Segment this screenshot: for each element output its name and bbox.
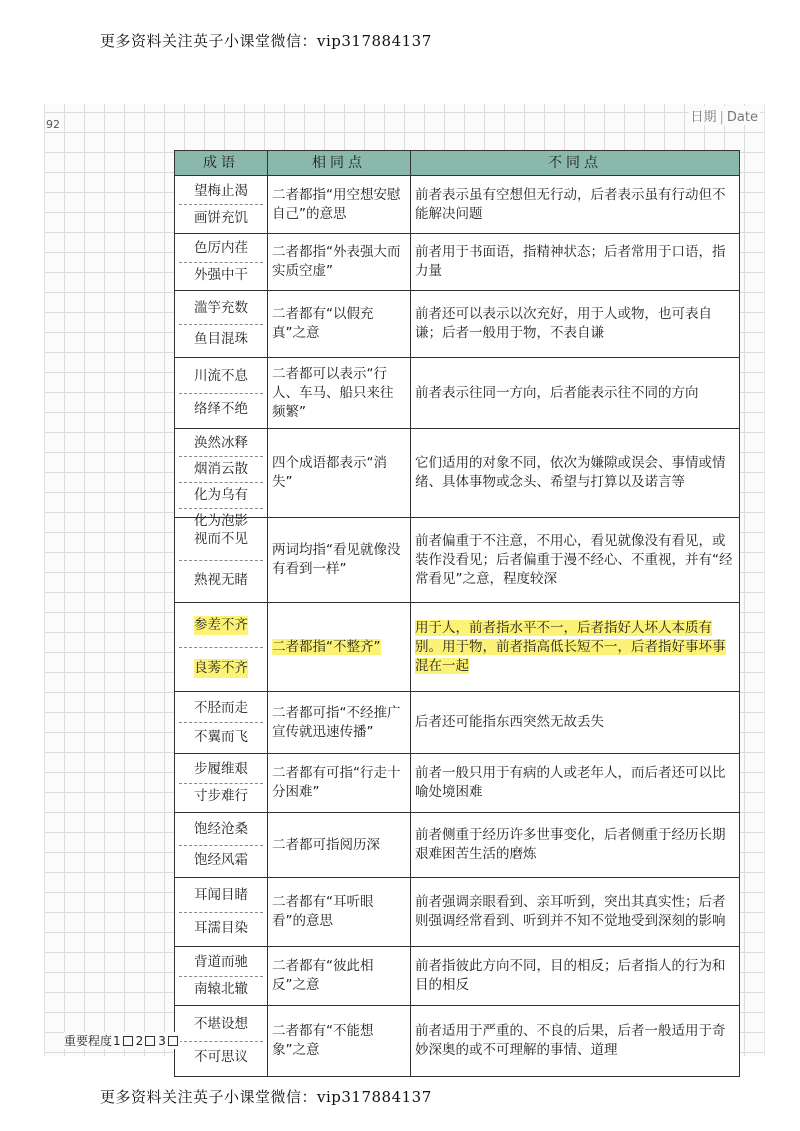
similarity-text: 二者都可指“不经推广宣传就迅速传播” — [272, 704, 401, 740]
idiom-cell — [175, 878, 268, 947]
difference-text: 前者侧重于经历许多世事变化，后者侧重于经历长期艰难困苦生活的磨炼 — [415, 827, 726, 862]
date-label: 日期 — [690, 110, 717, 125]
idiom-list — [179, 880, 263, 944]
table-row — [175, 291, 740, 358]
idiom-text: 寸步难行 — [194, 788, 248, 805]
table-row — [175, 358, 740, 429]
similarity-text: 二者都可指阅历深 — [272, 836, 380, 853]
idiom-entry — [179, 949, 263, 977]
idiom-text: 烟消云散 — [194, 461, 248, 477]
idiom-entry — [179, 977, 263, 1004]
idiom-entry — [179, 880, 263, 913]
idiom-text: 外强中干 — [194, 266, 248, 283]
idiom-list — [179, 949, 263, 1003]
checkbox-level-1[interactable] — [123, 1036, 133, 1046]
idiom-cell — [175, 518, 268, 603]
difference-text: 前者表示虽有空想但无行动，后者表示虽有行动但不能解决问题 — [415, 186, 726, 222]
header-idiom: 成语 — [175, 151, 268, 176]
difference-text: 前者用于书面语，指精神状态；后者常用于口语，指力量 — [415, 244, 726, 279]
idiom-cell — [175, 754, 268, 813]
idiom-text: 川流不息 — [194, 367, 248, 384]
page-number: 92 — [46, 118, 60, 131]
difference-text: 用于人，前者指水平不一，后者指好人坏人本质有别。用于物，前者指高低长短不一，后者指好事坏事混在一起 — [415, 619, 726, 674]
importance-level-1: 1 — [113, 1033, 121, 1048]
idiom-entry — [179, 431, 263, 457]
table-row — [175, 429, 740, 518]
idiom-text: 鱼目混珠 — [194, 331, 248, 348]
table-body — [175, 176, 740, 1077]
idiom-text: 络绎不绝 — [194, 401, 248, 418]
idiom-cell — [175, 234, 268, 291]
idiom-cell — [175, 692, 268, 754]
idiom-entry — [179, 815, 263, 846]
idiom-text: 熟视无睹 — [194, 571, 248, 588]
idiom-entry — [179, 178, 263, 205]
idiom-text: 南辕北辙 — [194, 981, 248, 998]
similarity-text: 二者都有可指“行走十分困难” — [272, 765, 401, 800]
idiom-text: 不翼而飞 — [194, 728, 248, 745]
similarity-text: 二者都指“不整齐” — [272, 638, 381, 655]
difference-cell — [411, 947, 740, 1006]
difference-cell — [411, 291, 740, 358]
table-row — [175, 234, 740, 291]
idiom-entry — [179, 648, 263, 690]
similarity-cell — [268, 1006, 411, 1077]
difference-cell — [411, 176, 740, 234]
difference-text: 前者偏重于不注意，不用心，看见就像没有看见，或装作没看见；后者偏重于漫不经心、不重视，并有“经常看见”之意，程度较深 — [415, 532, 733, 587]
difference-cell — [411, 878, 740, 947]
idiom-entry — [179, 913, 263, 945]
idiom-entry — [179, 756, 263, 784]
idiom-list — [179, 520, 263, 600]
similarity-cell — [268, 234, 411, 291]
idiom-entry — [179, 561, 263, 601]
idiom-cell — [175, 176, 268, 234]
idiom-text: 参差不齐 — [194, 617, 248, 634]
similarity-cell — [268, 878, 411, 947]
difference-cell — [411, 692, 740, 754]
idiom-text: 饱经沧桑 — [194, 821, 248, 838]
idiom-entry — [179, 1008, 263, 1042]
idiom-entry — [179, 605, 263, 648]
idiom-text: 化为乌有 — [194, 487, 248, 503]
idiom-cell — [175, 947, 268, 1006]
difference-text: 前者适用于严重的、不良的后果，后者一般适用于奇妙深奥的或不可理解的事情、道理 — [415, 1023, 726, 1058]
idiom-text: 不胫而走 — [194, 699, 248, 716]
checkbox-level-2[interactable] — [145, 1036, 155, 1046]
idiom-list — [179, 1008, 263, 1074]
header-similarity: 相同点 — [268, 151, 411, 176]
difference-cell — [411, 754, 740, 813]
idiom-text: 背道而驰 — [194, 953, 248, 970]
difference-text: 后者还可能指东西突然无故丢失 — [415, 714, 604, 730]
idiom-comparison-table — [174, 150, 740, 1077]
similarity-cell — [268, 754, 411, 813]
difference-cell — [411, 813, 740, 878]
idiom-text: 画饼充饥 — [194, 209, 248, 226]
idiom-cell — [175, 813, 268, 878]
importance-level-2: 2 — [135, 1033, 144, 1048]
difference-text: 前者一般只用于有病的人或老年人，而后者还可以比喻处境困难 — [415, 765, 726, 800]
idiom-entry — [179, 205, 263, 231]
date-field — [689, 106, 760, 125]
difference-text: 它们适用的对象不同，依次为嫌隙或误会、事情或情绪、具体事物或念头、希望与打算以及诺言等 — [415, 455, 726, 490]
idiom-cell — [175, 429, 268, 529]
idiom-text: 滥竽充数 — [194, 299, 248, 316]
idiom-entry — [179, 846, 263, 876]
similarity-cell — [268, 176, 411, 234]
idiom-text: 良莠不齐 — [194, 659, 248, 676]
difference-cell — [411, 603, 740, 692]
idiom-list — [179, 360, 263, 426]
idiom-text: 色厉内荏 — [194, 240, 248, 257]
difference-text: 前者表示往同一方向，后者能表示往不同的方向 — [415, 384, 699, 401]
idiom-list — [179, 756, 263, 810]
idiom-entry — [179, 784, 263, 811]
idiom-entry — [179, 1042, 263, 1075]
importance-label: 重要程度 — [64, 1034, 113, 1048]
table-row — [175, 947, 740, 1006]
similarity-cell — [268, 358, 411, 429]
difference-cell — [411, 429, 740, 518]
similarity-text: 二者都有“彼此相反”之意 — [272, 958, 374, 993]
table-row — [175, 518, 740, 603]
similarity-text: 二者都指“用空想安慰自己”的意思 — [272, 186, 401, 222]
idiom-text: 化为泡影 — [194, 513, 248, 529]
header-difference: 不同点 — [411, 151, 740, 176]
difference-text: 前者强调亲眼看到、亲耳听到，突出其真实性；后者则强调经常看到、听到并不知不觉地受到深刻的影响 — [415, 894, 726, 929]
idiom-entry — [179, 483, 263, 509]
idiom-entry — [179, 236, 263, 263]
idiom-entry — [179, 723, 263, 751]
difference-text: 前者指彼此方向不同，目的相反；后者指人的行为和目的相反 — [415, 958, 726, 993]
idiom-text: 不堪设想 — [194, 1015, 248, 1032]
difference-cell — [411, 1006, 740, 1077]
similarity-cell — [268, 291, 411, 358]
importance-level-3: 3 — [158, 1033, 166, 1048]
watermark-top: 更多资料关注英子小课堂微信：vip317884137 — [100, 32, 432, 50]
similarity-cell — [268, 518, 411, 603]
idiom-cell — [175, 291, 268, 358]
idiom-entry — [179, 360, 263, 394]
idiom-text: 视而不见 — [194, 531, 248, 548]
checkbox-level-3[interactable] — [168, 1036, 178, 1046]
idiom-text: 涣然冰释 — [194, 435, 248, 451]
idiom-list — [179, 694, 263, 751]
idiom-entry — [179, 325, 263, 356]
idiom-entry — [179, 457, 263, 483]
idiom-text: 耳闻目睹 — [194, 887, 248, 904]
date-label-en: Date — [726, 110, 758, 125]
table-row — [175, 692, 740, 754]
similarity-text: 二者都可以表示“行人、车马、船只来往频繁” — [272, 365, 394, 420]
similarity-text: 二者都有“不能想象”之意 — [272, 1023, 374, 1058]
date-separator: | — [719, 110, 724, 125]
idiom-text: 饱经风霜 — [194, 851, 248, 868]
idiom-list — [179, 815, 263, 875]
idiom-entry — [179, 263, 263, 289]
difference-cell — [411, 234, 740, 291]
notebook-page — [44, 104, 765, 1066]
idiom-text: 不可思议 — [194, 1049, 248, 1066]
idiom-cell — [175, 603, 268, 692]
idiom-entry — [179, 394, 263, 427]
table-row — [175, 1006, 740, 1077]
table-header-row — [175, 151, 740, 176]
importance-rating — [64, 1032, 180, 1049]
similarity-cell — [268, 429, 411, 518]
table-row — [175, 878, 740, 947]
idiom-text: 耳濡目染 — [194, 919, 248, 936]
similarity-cell — [268, 813, 411, 878]
similarity-cell — [268, 947, 411, 1006]
table-row — [175, 754, 740, 813]
idiom-list — [179, 236, 263, 288]
similarity-text: 二者都有“以假充真”之意 — [272, 306, 374, 341]
idiom-text: 望梅止渴 — [194, 182, 248, 199]
idiom-list — [179, 293, 263, 355]
similarity-text: 二者都有“耳听眼看”的意思 — [272, 894, 374, 929]
idiom-cell — [175, 358, 268, 429]
idiom-entry — [179, 293, 263, 325]
table-row — [175, 603, 740, 692]
similarity-text: 两词均指“看见就像没有看到一样” — [272, 542, 401, 577]
similarity-cell — [268, 692, 411, 754]
similarity-cell — [268, 603, 411, 692]
idiom-list — [179, 178, 263, 231]
similarity-text: 四个成语都表示“消失” — [272, 455, 387, 490]
similarity-text: 二者都指“外表强大而实质空虚” — [272, 244, 401, 279]
watermark-bottom: 更多资料关注英子小课堂微信：vip317884137 — [100, 1088, 432, 1106]
idiom-text: 步履维艰 — [194, 760, 248, 777]
idiom-list — [179, 431, 263, 529]
difference-cell — [411, 518, 740, 603]
idiom-entry — [179, 520, 263, 561]
idiom-list — [179, 605, 263, 689]
idiom-cell — [175, 1006, 268, 1077]
difference-text: 前者还可以表示以次充好，用于人或物，也可表自谦；后者一般用于物，不表自谦 — [415, 306, 712, 341]
difference-cell — [411, 358, 740, 429]
table-row — [175, 176, 740, 234]
idiom-entry — [179, 694, 263, 723]
table-row — [175, 813, 740, 878]
